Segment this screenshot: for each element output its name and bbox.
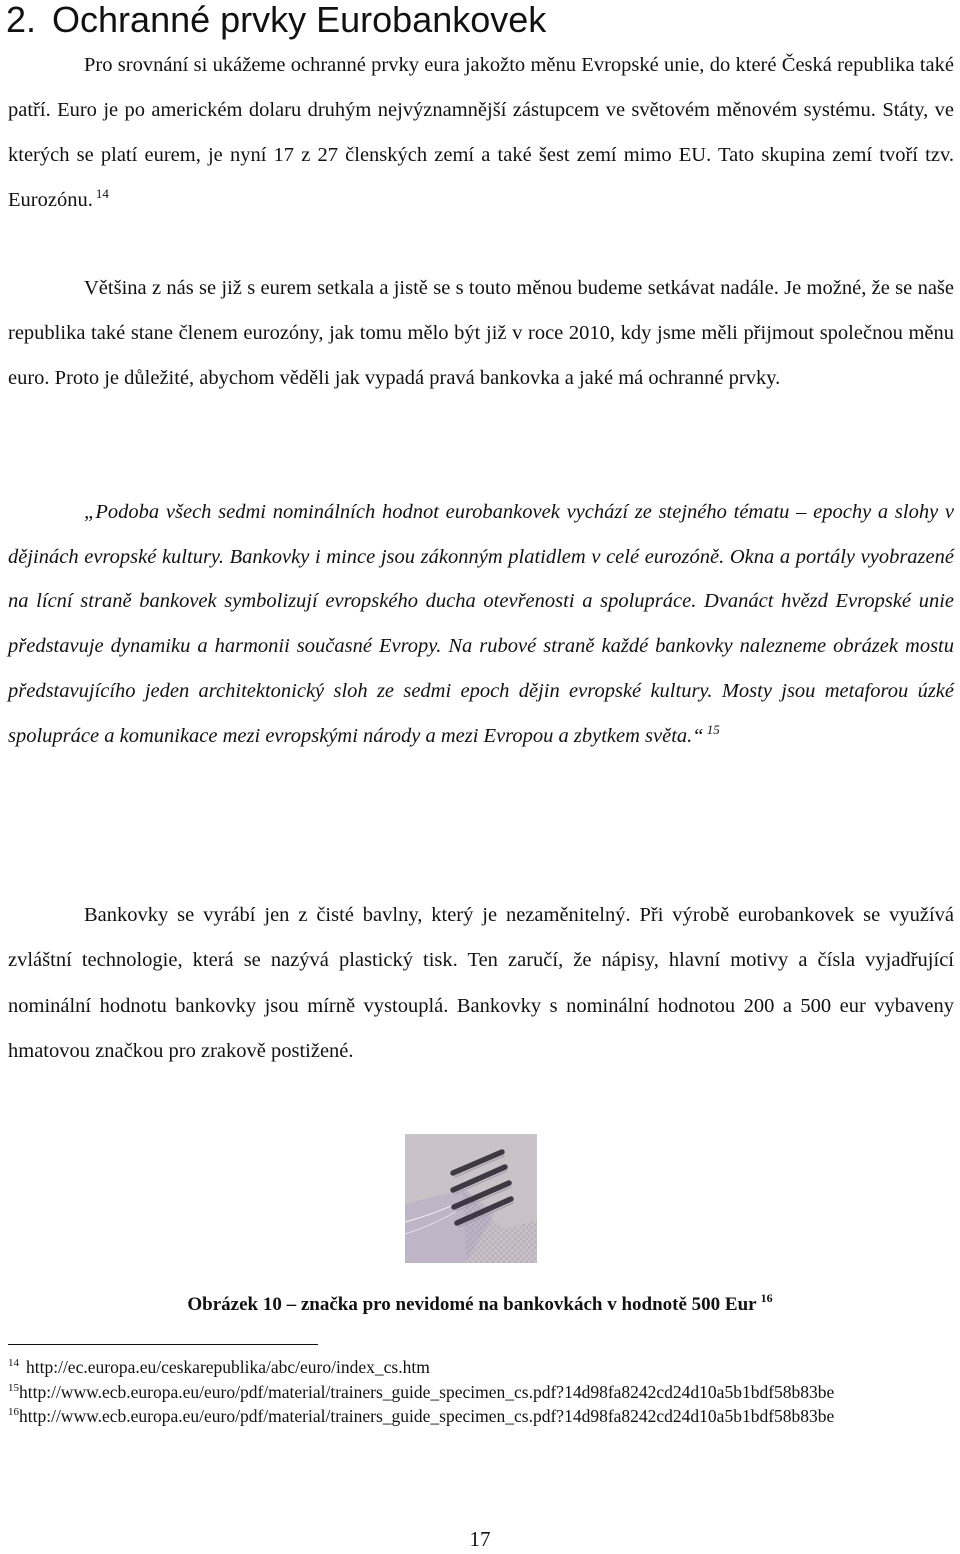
figure-caption-text: Obrázek 10 – značka pro nevidomé na bankovkách v hodnotě 500 Eur <box>187 1294 757 1315</box>
footnotes <box>8 1355 958 1429</box>
page-number: 17 <box>469 1527 491 1551</box>
paragraph-text: Pro srovnání si ukážeme ochranné prvky eura jakožto měnu Evropské unie, do které Česká republika také patří. Euro je po americkém dolaru druhým nejvýznamnější zástupcem ve světovém měnovém systému. Státy, ve kterých se platí eurem, je nyní 17 z 27 členských zemí a také šest zemí mimo EU. Tato skupina zemí tvoří tzv. Eurozónu. <box>8 54 954 211</box>
figure-caption <box>0 1291 960 1316</box>
footnote-ref: 14 <box>95 186 109 201</box>
paragraph-production <box>8 893 954 1074</box>
footnote-number: 15 <box>8 1381 19 1394</box>
footnote-item <box>8 1380 958 1405</box>
section-title: Ochranné prvky Eurobankovek <box>52 0 547 40</box>
paragraph-text: „Podoba všech sedmi nominálních hodnot eurobankovek vychází ze stejného tématu – epochy a slohy v dějinách evropské kultury. Bankovky i mince jsou zákonným platidlem v celé eurozóně. Okna a portály vyobrazené na lícní straně bankovek symbolizují evropského ducha otevřenosti a spolupráce. Dvanáct hvězd Evropské unie představuje dynamiku a harmonii současné Evropy. Na rubové straně každé bankovky nalezneme obrázek mostu představujícího jeden architektonický sloh ze sedmi epoch dějin evropské kultury. Mosty jsou metaforou úzké spolupráce a komunikace mezi evropskými národy a mezi Evropou a zbytkem světa.“ <box>8 501 954 747</box>
paragraph-euro-usage <box>8 266 954 401</box>
section-number: 2. <box>6 0 37 40</box>
footnote-item <box>8 1355 958 1380</box>
paragraph-text: Většina z nás se již s eurem setkala a jistě se s touto měnou budeme setkávat nadále. Je možné, že se naše republika také stane členem eurozóny, jak tomu mělo být již v roce 2010, kdy jsme měli přijmout společnou měnu euro. Proto je důležité, abychom věděli jak vypadá pravá bankovka a jaké má ochranné prvky. <box>8 277 954 389</box>
footnote-link[interactable]: http://www.ecb.europa.eu/euro/pdf/material/trainers_guide_specimen_cs.pdf?14d98fa8242cd24d10a5b1bdf58b83be <box>19 1406 835 1426</box>
footnote-number: 14 <box>8 1357 19 1369</box>
footnote-divider <box>8 1344 318 1345</box>
footnote-link[interactable]: http://www.ecb.europa.eu/euro/pdf/material/trainers_guide_specimen_cs.pdf?14d98fa8242cd24d10a5b1bdf58b83be <box>19 1381 835 1402</box>
paragraph-quote <box>8 490 954 758</box>
footnote-item <box>8 1404 958 1429</box>
footnote-number: 16 <box>8 1406 19 1418</box>
footnote-ref: 16 <box>760 1291 773 1305</box>
paragraph-text: Bankovky se vyrábí jen z čisté bavlny, který je nezaměnitelný. Při výrobě eurobankovek se využívá zvláštní technologie, která se nazývá plastický tisk. Ten zaručí, že nápisy, hlavní motivy a čísla vyjadřující nominální hodnotu bankovky jsou mírně vystouplá. Bankovky s nominální hodnotou 200 a 500 eur vybaveny hmatovou značkou pro zrakově postižené. <box>8 904 954 1062</box>
section-heading <box>6 0 546 40</box>
footnote-link[interactable]: http://ec.europa.eu/ceskarepublika/abc/euro/index_cs.htm <box>26 1357 430 1377</box>
footnote-ref: 15 <box>706 721 720 737</box>
tactile-mark-graphic <box>405 1134 537 1263</box>
tactile-mark-photo <box>405 1134 537 1263</box>
paragraph-eurozone <box>8 43 954 223</box>
